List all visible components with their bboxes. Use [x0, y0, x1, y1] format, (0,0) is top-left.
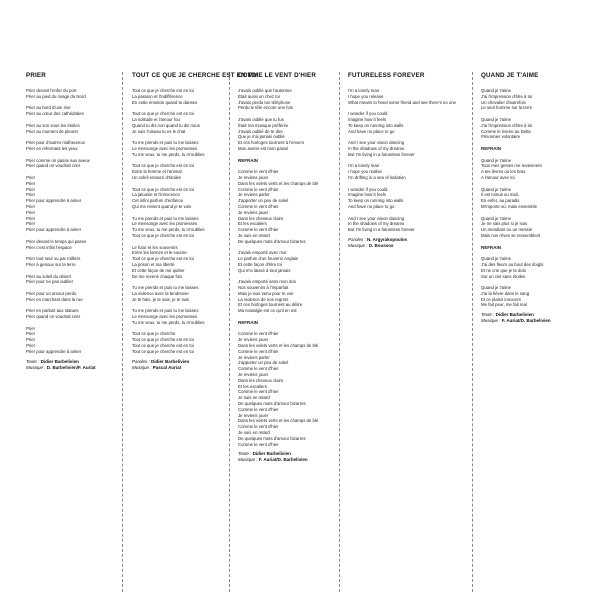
lyric-line: J'avais emporté sans mon dos — [238, 279, 296, 285]
song-column-prier — [22, 72, 122, 590]
lyric-line: Prier — [26, 325, 36, 331]
song-title: QUAND JE T'AIME — [481, 72, 539, 79]
lyric-line: Prier — [26, 186, 36, 192]
lyric-line: Tout ce que je cherche est en toi — [132, 343, 194, 349]
lyric-line: Prier pour ne pas oublier — [26, 279, 74, 285]
credit-value: Didier Barbelivien — [252, 451, 291, 457]
lyric-line: Tu me prends et puis tu me laisses — [132, 285, 199, 291]
lyric-line: And have no place to go — [348, 203, 395, 209]
lyric-line: Prier devant l'enfer du port — [26, 88, 77, 93]
lyric-line: Quand je t'aime — [481, 215, 511, 221]
lyric-line: Je reviens parler — [238, 354, 270, 360]
song-title: TOUT CE QUE JE CHERCHE EST EN TOI — [132, 72, 259, 79]
lyric-line: Je reviens jouer — [238, 174, 269, 180]
lyric-line: Je reviens jouer — [238, 209, 269, 215]
lyric-line: Tout ce que je cherche — [132, 331, 176, 337]
credit-label: Musique : — [348, 242, 368, 248]
credit-value: D. Boussos — [368, 242, 394, 248]
lyric-line: I'm drifting in a sea of isolation — [348, 174, 406, 180]
lyric-line: Prier — [26, 221, 36, 227]
lyric-line: Prier comme on passe aux aveux — [26, 157, 90, 163]
lyric-line: Et les escaliers — [238, 383, 267, 389]
lyric-line: Prier pour apprendre à aimer — [26, 227, 82, 233]
lyric-line: La solitude et l'amour fou — [132, 116, 180, 122]
lyric-line: In the shadows of my dreams — [348, 145, 405, 151]
lyric-line: Je suis en retard — [238, 430, 270, 436]
lyric-line: Prier — [26, 337, 36, 343]
lyric-line: Était aussi un chez toi — [238, 93, 280, 99]
lyric-line: La violence de nos regrets — [238, 296, 289, 302]
song-credits — [238, 451, 335, 463]
lyric-line: De quelques mots d'amour bizarres — [238, 435, 306, 441]
lyric-line: What means to heed some friend and see there's no one — [348, 99, 457, 105]
lyric-line: Quand je t'aime — [481, 285, 511, 291]
lyric-line: Tu me prends et puis tu me laisses — [132, 215, 199, 221]
song-credits — [481, 312, 591, 324]
song-credits — [132, 359, 225, 371]
credit-value: D. Barbelivien/F. Auriat — [46, 364, 96, 370]
lyric-line: La jalousie et l'innocence — [132, 192, 180, 198]
lyric-line: Quand je t'aime — [481, 256, 511, 262]
lyric-line: La prison et ma liberté — [132, 261, 175, 267]
credit-value: Didier Barbelivien — [151, 358, 190, 364]
lyric-line: Et ne crie que je te dois — [481, 267, 526, 273]
credit-label: Paroles : — [132, 358, 150, 364]
lyric-line: Je suis l'oiseau tu es le chat — [132, 128, 186, 134]
lyric-line: And I see your vision dancing — [348, 140, 405, 146]
lyric-line: Comme le vent d'hier — [238, 169, 279, 175]
lyric-line: Mon avenir est mon passé — [238, 145, 289, 151]
lyric-line: En enfer, au paradis — [481, 198, 520, 204]
lyric-line: Imagine how it feels — [348, 116, 386, 122]
lyric-line: J'avais emporté avec moi — [238, 250, 287, 256]
lyric-line: Prier au soleil du désert — [26, 273, 72, 279]
lyric-line: Comme le vent d'hier — [238, 441, 279, 447]
lyric-line: J'ai la fièvre dans le sang — [481, 290, 530, 296]
lyric-line: Prier en refermant les yeux — [26, 145, 78, 151]
lyric-line: Le mensonge avec les promesses — [132, 145, 198, 151]
lyric-line: Tu me prends et puis tu me laisses — [132, 140, 199, 146]
lyric-line: To keep on running into walls — [348, 122, 404, 128]
lyric-line: Mais je suis venu pour te voir — [238, 290, 294, 296]
lyric-line: Un mendiant ou un messie — [481, 227, 533, 233]
credit-label: Musique : — [481, 318, 501, 324]
lyric-line: Je ne sais plus si je suis — [481, 221, 528, 227]
credit-value: F. Auriat/D. Barbelivien — [501, 318, 551, 324]
lyric-line: Comme le vent d'hier — [238, 331, 279, 337]
lyric-line: Prier devant le temps qui passe — [26, 238, 87, 244]
lyric-line: Tout ce que je cherche est en toi — [132, 348, 194, 354]
lyric-line: Tout ce que je cherche est en toi — [132, 111, 194, 117]
lyric-line: Comme le vent d'hier — [238, 406, 279, 412]
lyric-line: Prier — [26, 174, 36, 180]
lyric-line: Comme le vent d'hier — [238, 348, 279, 354]
lyric-line: Tu me veux, tu me perds, tu m'oublies — [132, 319, 205, 325]
lyric-line: Était ma musique préférée — [238, 122, 289, 128]
lyric-line: J'avais oublié que tu fus — [238, 116, 284, 122]
lyric-line: Perdu le tête encore une fois — [238, 105, 293, 111]
song-column-futureless-forever — [344, 72, 472, 590]
lyric-line: Comme le vent d'hier — [238, 227, 279, 233]
lyric-line: And I see your vision dancing — [348, 215, 405, 221]
lyric-line: But I'm living in a futureless forever — [348, 227, 415, 233]
lyric-line: Comme le vent d'hier — [238, 203, 279, 209]
credit-line — [481, 318, 591, 324]
lyric-line: And have no place to go — [348, 128, 395, 134]
lyric-line: Tu me veux, tu me perds, tu m'oublies — [132, 151, 205, 157]
lyric-line: De quelques mots d'amour bizarres — [238, 238, 306, 244]
lyric-line: Prier c'est infini l'espace — [26, 244, 72, 250]
lyric-line: Comme le vent d'hier — [238, 186, 279, 192]
song-title: COMME LE VENT D'HIER — [238, 72, 317, 79]
lyric-line: Le seul homme sur la terre — [481, 105, 533, 111]
lyric-line: Je reviens jouer — [238, 412, 269, 418]
credit-line — [26, 365, 118, 371]
lyric-line: Et ces horloges tournent au délire — [238, 302, 303, 308]
lyric-line: Sur un ciel sans étoiles — [481, 273, 526, 279]
lyric-line: Je reviens jouer — [238, 337, 269, 343]
lyric-line: Tout ce que je cherche est en toi — [132, 186, 194, 192]
lyric-line: Un chevalier d'autrefois — [481, 99, 526, 105]
lyric-line: De me revenir chaque fois — [132, 273, 183, 279]
lyric-line: Entre les larmes et le sourire — [132, 250, 187, 256]
lyric-line: Qui m'a laissé à tout jamais — [238, 267, 291, 273]
credit-label: Texte : — [26, 358, 40, 364]
lyric-line: Prier pour d'autres malheureux — [26, 140, 85, 146]
lyric-line: En cette émotion quand tu danses — [132, 99, 198, 105]
lyric-line: J'avais oublié de te dire — [238, 128, 283, 134]
lyric-line: J'avais oublié que l'automne — [238, 88, 292, 93]
lyric-line: Et les escaliers — [238, 221, 267, 227]
lyric-line: Prier pour apprendre à aimer — [26, 348, 82, 354]
lyric-line: J'avais perdu ton téléphone — [238, 99, 291, 105]
lyric-line: Tu me veux, tu me perds, tu m'oublies — [132, 227, 205, 233]
lyric-line: Prier tout seul ou par milliers — [26, 256, 81, 262]
lyric-line: Quand je t'aime — [481, 116, 511, 122]
lyric-line: Dans les volets verts et les champs de blé — [238, 343, 319, 349]
lyric-line: But I'm living in a futureless forever — [348, 151, 415, 157]
lyric-line: Je reviens jouer — [238, 372, 269, 378]
song-column-quand-je-taime — [477, 72, 595, 590]
credit-label: Paroles : — [348, 236, 366, 242]
lyric-line: J'ai l'impression d'être à toi — [481, 93, 533, 99]
lyric-line: Tous mes gestes me reviennent — [481, 163, 542, 169]
lyric-line: Et ces horloges tournent à l'envers — [238, 140, 305, 146]
credit-label: Musique : — [238, 457, 258, 463]
column-divider — [472, 72, 473, 592]
refrain-label: REFRAIN — [238, 319, 258, 325]
lyric-line: Quand je t'aime — [481, 157, 511, 163]
lyric-line: I'm a lonely man — [348, 88, 380, 93]
lyric-line: M'importe où, mais ensemble — [481, 203, 537, 209]
lyric-line: Prier — [26, 192, 36, 198]
credit-value: Didier Barbelivien — [495, 312, 534, 318]
lyric-line: Tout ce que je cherche est en toi — [132, 163, 194, 169]
lyric-line: I hope you release — [348, 93, 384, 99]
lyric-line: Dans les cheveux clairs — [238, 377, 284, 383]
lyric-line: Que je n'ai jamais oublié — [238, 134, 285, 140]
lyric-line: In the shadows of my dreams — [348, 221, 405, 227]
credit-line — [132, 365, 225, 371]
lyric-line: Tu me prends et puis tu me laisses — [132, 308, 199, 314]
lyric-line: Nos souvenirs à l'imparfait — [238, 285, 289, 291]
lyric-line: La violence avec la tendresse — [132, 290, 189, 296]
song-lyrics — [238, 88, 335, 447]
credit-line — [348, 243, 468, 249]
lyric-line: Me fait peur, me fait mal — [481, 302, 527, 308]
song-lyrics — [348, 88, 468, 233]
lyric-line: Prier au moment de pleurer — [26, 128, 79, 134]
lyric-line: J'ai l'impression d'être à toi — [481, 122, 533, 128]
credit-label: Musique : — [132, 364, 152, 370]
column-divider — [122, 72, 123, 592]
song-column-comme-le-vent — [234, 72, 339, 590]
lyric-line: Prier — [26, 209, 36, 215]
lyric-line: Prier quand on voudrait crier — [26, 163, 81, 169]
song-lyrics — [481, 88, 591, 308]
lyric-line: Je suis en retard — [238, 232, 270, 238]
lyric-line: Prier en parlant aux statues — [26, 308, 79, 314]
column-divider — [339, 72, 340, 592]
lyric-line: Je te hais, je te sais, je te suis — [132, 296, 190, 302]
lyric-line: Prier en marchant dans la rue — [26, 296, 83, 302]
lyric-line: Cet infini parfum d'enfance — [132, 198, 183, 204]
lyric-line: Prier — [26, 180, 36, 186]
lyric-line: Et cette façon de me quitter — [132, 267, 185, 273]
lyric-line: Tout ce que je cherche est en toi — [132, 337, 194, 343]
lyric-line: A l'amour avec toi — [481, 174, 515, 180]
lyric-line: Prier au son sous les étoiles — [26, 122, 80, 128]
lyric-line: La passion et l'indifférence — [132, 93, 183, 99]
credit-value: Didier Barbelivien — [40, 358, 79, 364]
song-lyrics — [132, 88, 225, 355]
lyric-line: Prier au bord d'une rive — [26, 105, 71, 111]
lyric-line: Prier à genoux sur la terre — [26, 261, 76, 267]
lyric-line: Tout ce que je cherche est en toi — [132, 256, 194, 262]
song-title: PRIER — [26, 72, 46, 79]
lyric-line: J'ai des fleurs au bout des doigts — [481, 261, 544, 267]
lyric-line: Dans les volets verts et les champs de blé — [238, 180, 319, 186]
lyric-line: Dans les cheveux clairs — [238, 215, 284, 221]
lyric-line: Comme le vent d'hier — [238, 424, 279, 430]
credit-label: Texte : — [238, 451, 252, 457]
lyric-line: Tout ce que je cherche est en toi — [132, 232, 194, 238]
lyric-line: Comme le vent d'hier — [238, 366, 279, 372]
column-divider — [229, 72, 230, 592]
lyric-line: Et cette façon d'être toi — [238, 261, 282, 267]
lyric-line: I hope you realise — [348, 169, 382, 175]
lyric-line: Le futur et les souvenirs — [132, 244, 178, 250]
lyric-line: Prier pour un amour perdu — [26, 290, 77, 296]
lyric-line: I wonder if you could — [348, 111, 388, 117]
lyric-line: Entre la femme et l'animal — [132, 169, 182, 175]
lyric-line: Mais nos rêves se ressemblent — [481, 232, 541, 238]
refrain-label: REFRAIN — [238, 157, 258, 163]
lyric-line: Ma nostalgie est ce qu'il en est — [238, 308, 297, 314]
song-credits — [348, 237, 468, 249]
lyric-line: Prisonnier volontaire — [481, 134, 521, 140]
lyric-line: Il est minuit ou midi, — [481, 192, 519, 198]
lyric-line: To keep on running into walls — [348, 198, 404, 204]
lyric-line: Prier quand on voudrait crier — [26, 314, 81, 320]
lyric-line: Quand je t'aime — [481, 88, 511, 93]
refrain-label: REFRAIN — [481, 244, 501, 250]
lyric-line: Comme le riveire au Delta — [481, 128, 531, 134]
lyric-line: J'apporter un peu de soleil — [238, 198, 289, 204]
lyric-line: Prier au cœur des cathédrales — [26, 111, 84, 117]
refrain-label: REFRAIN — [481, 145, 501, 151]
lyric-line: Imagine how it feels — [348, 192, 386, 198]
lyric-line: Prier — [26, 215, 36, 221]
lyric-line: Comme le vent d'hier — [238, 389, 279, 395]
lyric-line: Prier — [26, 203, 36, 209]
lyric-line: Dans les volets verts et les champs de blé — [238, 418, 319, 424]
lyric-line: Prier au pied du rivage du Nord — [26, 93, 86, 99]
lyric-line: Le parfum d'un fouvenir Anglais — [238, 256, 299, 262]
lyric-line: Tout ce que je cherche est en toi — [132, 88, 194, 93]
lyric-line: J'apporter un peu de soleil — [238, 360, 289, 366]
song-credits — [26, 359, 118, 371]
credit-label: Texte : — [481, 312, 495, 318]
lyric-line: Et ce plaisir innocent — [481, 296, 521, 302]
credit-line — [238, 457, 335, 463]
lyric-line: De quelques mots d'amour bizarres — [238, 401, 306, 407]
lyric-line: Le mensonge avec les promesses — [132, 221, 198, 227]
credit-value: Pascal Auriat — [152, 364, 182, 370]
lyric-line: Prier — [26, 343, 36, 349]
lyric-line: Prier pour apprendre à aimer — [26, 198, 82, 204]
lyric-line: I'm a lonely man — [348, 163, 380, 169]
lyric-line: Quand je t'aime — [481, 186, 511, 192]
lyric-line: A tes lèvres où les bras — [481, 169, 526, 175]
song-lyrics — [26, 88, 118, 355]
lyric-line: Prier — [26, 331, 36, 337]
credit-value: F. Auriat/D. Barbelivien — [258, 457, 308, 463]
song-title: FUTURELESS FOREVER — [348, 72, 425, 79]
credit-value: N. Argyrakopoulos — [367, 236, 408, 242]
lyric-line: Le mensonge avec les promesses — [132, 314, 198, 320]
lyric-line: Quand tu dis non quand tu dis nous — [132, 122, 200, 128]
lyric-line: Qui me revient quand je te vois — [132, 203, 192, 209]
lyric-line: Un soleil entouré d'étoiles — [132, 174, 182, 180]
lyric-line: Je reviens parler — [238, 192, 270, 198]
lyric-line: Je suis en retard — [238, 395, 270, 401]
credit-label: Musique : — [26, 364, 46, 370]
lyric-line: I wonder if you could — [348, 186, 388, 192]
